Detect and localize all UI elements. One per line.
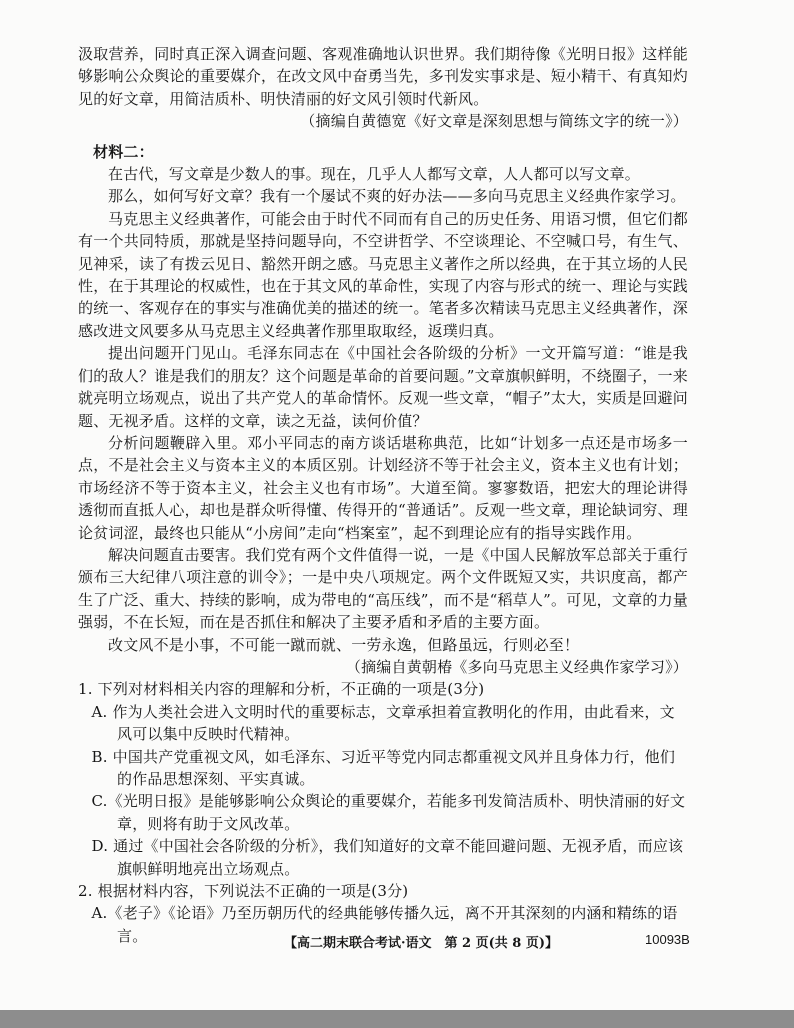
paragraph: 那么，如何写好文章？我有一个屡试不爽的好办法——多向马克思主义经典作家学习。 [108,187,686,206]
question-1-option-c: C.《光明日报》是能够影响公众舆论的重要媒介，若能多刊发简洁质朴、明快清丽的好文章，则将有助于文风改革。 [91,792,686,833]
paragraph: 在古代，写文章是少数人的事。现在，几乎人人都写文章，人人都可以写文章。 [108,165,641,184]
page-content [78,43,688,947]
paragraph: 马克思主义经典著作，可能会由于时代不同而有自己的历史任务、用语习惯，但它们都有一个共同特质，那就是坚持问题导向，不空讲哲学、不空谈理论、不空喊口号，有生气、见神采，读了有拨云见日、豁然开朗之感。马克思主义著作之所以经典，在于其立场的人民性，在于其理论的权威性，也在于其文风的革命性，实现了内容与形式的统一、理论与实践的统一、客观存在的事实与准确优美的描述的统一。笔者多次精读马克思主义经典著作，深感改进文风要多从马克思主义经典著作那里取取经，返璞归真。 [78,209,688,340]
footer-code: 10093B [645,932,690,947]
question-1-option-a: A. 作为人类社会进入文明时代的重要标志，文章承担着宣教明化的作用，由此看来，文风可以集中反映时代精神。 [91,702,675,744]
page-footer [0,928,794,951]
source-citation-1: （摘编自黄德宽《好文章是深刻思想与简练文字的统一》） [300,112,688,131]
material-2-heading: 材料二： [93,142,154,161]
paragraph: 改文风不是小事，不可能一蹴而就、一劳永逸，但路虽远，行则必至！ [108,635,580,654]
question-1-stem: 1. 下列对材料相关内容的理解和分析，不正确的一项是(3分) [78,680,485,699]
paragraph: 提出问题开门见山。毛泽东同志在《中国社会各阶级的分析》一文开篇写道：“谁是我们的敌人？谁是我们的朋友？这个问题是革命的首要问题。”文章旗帜鲜明，不绕圈子，一来就亮明立场观点，说出了共产党人的革命情怀。反观一些文章，“帽子”太大，实质是回避问题、无视矛盾。这样的文章，读之无益，读何价值？ [78,344,688,430]
question-2-option-a: A.《老子》《论语》乃至历朝历代的经典能够传播久远，离不开其深刻的内涵和精练的语言。 [91,904,678,945]
paragraph: 解决问题直击要害。我们党有两个文件值得一说，一是《中国人民解放军总部关于重行颁布三大纪律八项注意的训令》；一是中央八项规定。两个文件既短又实，共识度高，都产生了广泛、重大、持续的影响，成为带电的“高压线”，而不是“稻草人”。可见，文章的力量强弱，不在长短，而在是否抓住和解决了主要矛盾和矛盾的主要方面。 [78,545,688,632]
footer-label: 【高二期末联合考试·语文 第 2 页(共 8 页)】 [284,936,559,951]
scan-bottom-edge [0,1010,794,1028]
question-1-option-b: B. 中国共产党重视文风，如毛泽东、习近平等党内同志都重视文风并且身体力行，他们的作品思想深刻、平实真诚。 [91,747,676,788]
intro-paragraph: 汲取营养，同时真正深入调查问题、客观准确地认识世界。我们期待像《光明日报》这样能够影响公众舆论的重要媒介，在改文风中奋勇当先，多刊发实事求是、短小精干、有真知灼见的好文章，用简洁质朴、明快清丽的好文风引领时代新风。 [78,45,688,108]
question-1-option-d: D. 通过《中国社会各阶级的分析》，我们知道好的文章不能回避问题、无视矛盾，而应该旗帜鲜明地亮出立场观点。 [91,837,684,878]
paragraph: 分析问题鞭辟入里。邓小平同志的南方谈话堪称典范，比如“计划多一点还是市场多一点，不是社会主义与资本主义的本质区别。计划经济不等于社会主义，资本主义也有计划；市场经济不等于资本主义，社会主义也有市场”。大道至简。寥寥数语，把宏大的理论讲得透彻而直抵人心，却也是群众听得懂、传得开的“普通话”。反观一些文章，理论缺词穷、理论贫词涩，最终也只能从“小房间”走向“档案室”，起不到理论应有的指导实践作用。 [78,433,688,542]
source-citation-2: （摘编自黄朝椿《多向马克思主义经典作家学习》） [345,657,688,676]
question-2-stem: 2. 根据材料内容，下列说法不正确的一项是(3分) [78,882,409,901]
